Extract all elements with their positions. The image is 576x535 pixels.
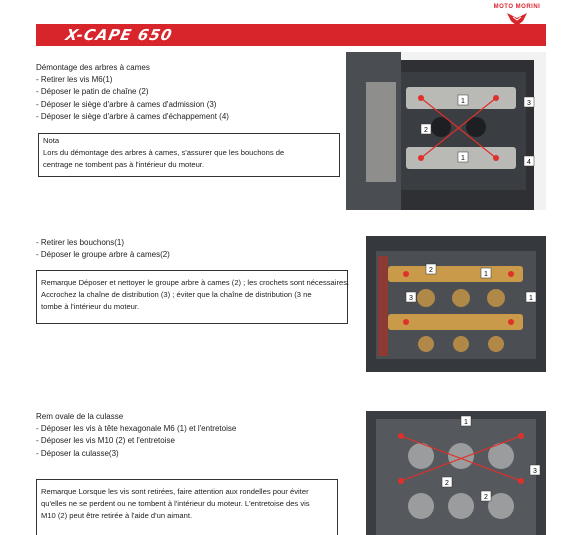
note-line: Remarque Lorsque les vis sont retirées, faire attention aux rondelles pour éviter xyxy=(41,487,309,496)
section2-step: - Retirer les bouchons(1) xyxy=(36,238,125,247)
brand-logo xyxy=(488,4,546,27)
section1-note-box xyxy=(38,133,340,177)
callout-label: 3 xyxy=(409,295,413,302)
callout-label: 3 xyxy=(533,468,537,475)
model-title: X-CAPE 650 xyxy=(64,26,175,44)
callout-label: 2 xyxy=(424,127,428,134)
callout-label: 2 xyxy=(484,494,488,501)
note-line: Lors du démontage des arbres à cames, s'assurer que les bouchons de xyxy=(43,148,285,157)
callout-label: 1 xyxy=(461,155,465,162)
section3-text xyxy=(36,411,236,460)
section2-text xyxy=(36,237,170,261)
callout-label: 2 xyxy=(429,267,433,274)
section1-step: - Déposer le siège d'arbre à cames d'échappement (4) xyxy=(36,111,229,121)
note-line: M10 (2) peut être retirée à l'aide d'un aimant. xyxy=(41,511,193,520)
cylinder-head-photo xyxy=(366,411,546,535)
callout-label: 1 xyxy=(461,98,465,105)
camshaft-group-photo xyxy=(366,236,546,372)
note-line: qu'elles ne se perdent ou ne tombent à l'intérieur du moteur. L'entretoise des vis xyxy=(41,499,310,508)
section2-step: - Déposer le groupe arbre à cames(2) xyxy=(36,250,170,260)
callout-label: 1 xyxy=(464,419,468,426)
note-line: centrage ne tombent pas à l'intérieur du moteur. xyxy=(43,160,205,169)
section1-text xyxy=(36,62,229,123)
section2-note-box xyxy=(36,270,348,324)
note-line: tombe à l'intérieur du moteur. xyxy=(41,302,140,311)
section1-step: - Déposer le patin de chaîne (2) xyxy=(36,87,149,97)
section3-note-box xyxy=(36,479,338,535)
callout-label: 3 xyxy=(527,100,531,107)
eagle-icon xyxy=(506,11,528,27)
section3-heading: Rem ovale de la culasse xyxy=(36,412,124,421)
callout-label: 1 xyxy=(529,295,533,302)
note-title: Nota xyxy=(43,136,60,145)
callout-label: 2 xyxy=(445,480,449,487)
note-line: Accrochez la chaîne de distribution (3) ; éviter que la chaîne de distribution (3 ne xyxy=(41,290,312,299)
callout-label: 4 xyxy=(527,159,531,166)
camshaft-removal-photo xyxy=(346,52,546,210)
section3-step: - Déposer les vis à tête hexagonale M6 (1) et l'entretoise xyxy=(36,424,237,434)
section1-step: - Retirer les vis M6(1) xyxy=(36,75,113,85)
section3-step: - Déposer la culasse(3) xyxy=(36,448,119,458)
brand-name: MOTO MORINI xyxy=(493,4,541,10)
note-line: Remarque Déposer et nettoyer le groupe arbre à cames (2) ; les crochets sont nécessaires. xyxy=(41,278,350,287)
section1-heading: Démontage des arbres à cames xyxy=(36,63,150,72)
section3-step: - Déposer les vis M10 (2) et l'entretoise xyxy=(36,436,175,446)
section1-step: - Déposer le siège d'arbre à cames d'admission (3) xyxy=(36,99,217,109)
callout-label: 1 xyxy=(484,271,488,278)
